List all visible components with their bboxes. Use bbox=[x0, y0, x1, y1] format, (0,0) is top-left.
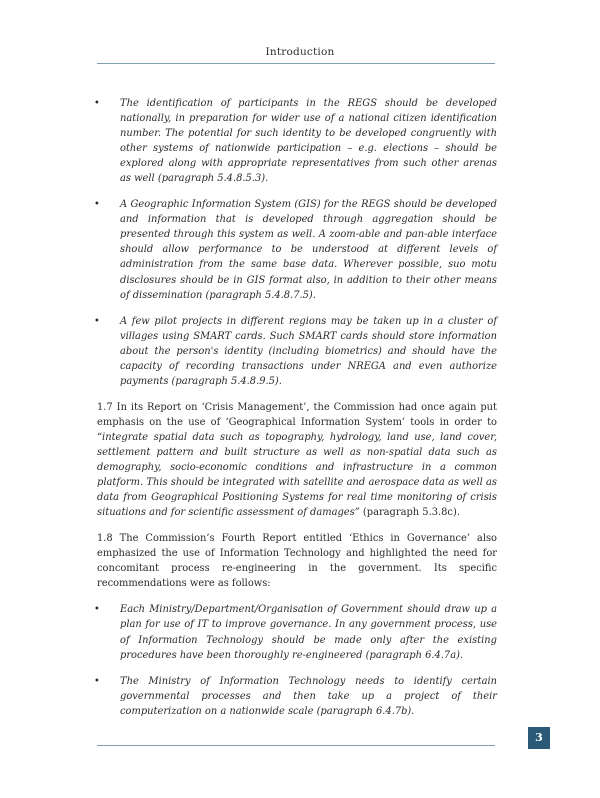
paragraph-1-8: 1.8 The Commission’s Fourth Report entitled ‘Ethics in Governance’ also emphasized the use of Information Technology and highlighted the need for concomitant process re-engineering in the government. Its specific recommendations were as follows: bbox=[97, 533, 497, 590]
list-item bbox=[94, 674, 497, 719]
list-item bbox=[94, 314, 497, 389]
paragraph-1-7 bbox=[97, 400, 497, 520]
list-item-text: The identification of participants in the REGS should be developed nationally, in preparation for wider use of a national citizen identification number. The potential for such identity to be developed congruently with other systems of nationwide participation – e.g. elections – should be explored along with appropriate representatives from such other arenas as well (paragraph 5.4.8.5.3). bbox=[120, 98, 497, 185]
footer-rule bbox=[97, 745, 495, 746]
bullet-icon: • bbox=[94, 199, 100, 211]
quoted-text: “integrate spatial data such as topography, hydrology, land use, land cover, settlement pattern and built structure as well as non-spatial data such as demography, socio-economic conditions and infrastructure in a common platform. This should be integrated with satellite and aerospace data as well as data from Geographical Positioning Systems for real time monitoring of crisis situations and for scientific assessment of damages” bbox=[97, 431, 497, 519]
paragraph-text: 1.7 In its Report on ‘Crisis Management’, the Commission had once again put emphasis on the use of ‘Geographical Information System’ tools in order to bbox=[97, 401, 497, 428]
page-number: 3 bbox=[528, 727, 550, 749]
list-item bbox=[94, 602, 497, 662]
paragraph-reference: (paragraph 5.3.8c). bbox=[359, 507, 460, 519]
list-item-text: A few pilot projects in different regions may be taken up in a cluster of villages using SMART cards. Such SMART cards should store information about the person's identity (including biometrics) and should have the capacity of recording transactions under NREGA and even authorize payments (paragraph 5.4.8.9.5). bbox=[120, 315, 497, 387]
page-body bbox=[94, 96, 497, 730]
bullet-icon: • bbox=[94, 98, 100, 109]
bullet-icon: • bbox=[94, 604, 100, 616]
recommendation-list-regs bbox=[94, 96, 497, 389]
list-item-text: The Ministry of Information Technology needs to identify certain governmental processes and then take up a project of their computerization on a nationwide scale (paragraph 6.4.7b). bbox=[120, 675, 497, 717]
running-header: Introduction bbox=[265, 46, 335, 58]
bullet-icon: • bbox=[94, 315, 100, 327]
list-item-text: A Geographic Information System (GIS) for the REGS should be developed and information that is developed through aggregation should be presented through this system as well. A zoom-able and pan-able interface should allow performance to be understood at different levels of administration from the same base data. Wherever possible, suo motu disclosures should be in GIS format also, in addition to their other means of dissemination (paragraph 5.4.8.7.5). bbox=[120, 199, 497, 301]
recommendation-list-ethics bbox=[94, 602, 497, 718]
list-item bbox=[94, 96, 497, 186]
list-item bbox=[94, 197, 497, 302]
bullet-icon: • bbox=[94, 675, 100, 687]
header-rule bbox=[97, 63, 495, 64]
list-item-text: Each Ministry/Department/Organisation of Government should draw up a plan for use of IT to improve governance. In any government process, use of Information Technology should be made only after the existing procedures have been thoroughly re-engineered (paragraph 6.4.7a). bbox=[120, 604, 497, 661]
